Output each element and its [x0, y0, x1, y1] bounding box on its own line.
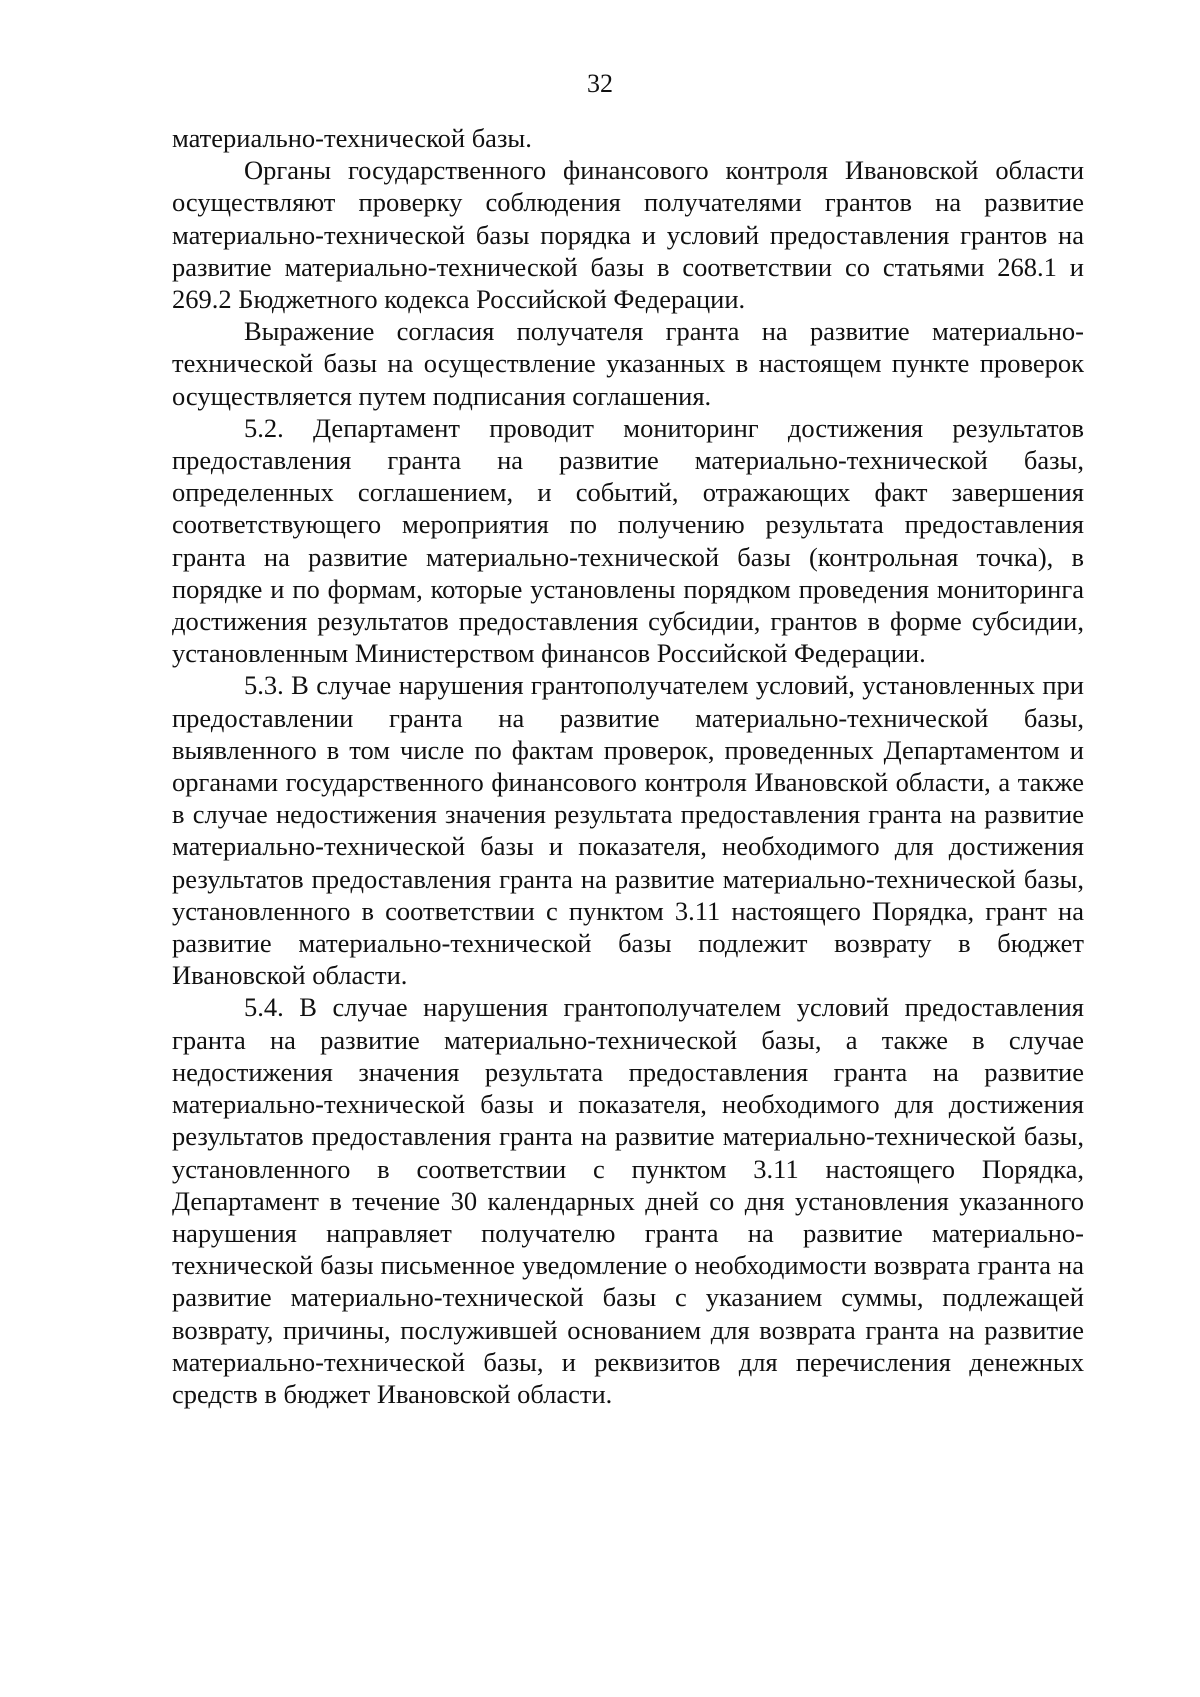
page-number: 32	[587, 69, 613, 98]
document-body	[172, 122, 1084, 1410]
paragraph-consent: Выражение согласия получателя гранта на развитие материально-технической базы на осуществление указанных в настоящем пункте проверок осуществляется путем подписания соглашения.	[172, 316, 1084, 411]
paragraph-continuation: материально-технической базы.	[172, 123, 532, 153]
paragraph-5-3: 5.3. В случае нарушения грантополучателем условий, установленных при предоставлении гранта на развитие материально-технической базы, выявленного в том числе по фактам проверок, проведенных Департаментом и органами государственного финансового контроля Ивановской области, а также в случае недостижения значения результата предоставления гранта на развитие материально-технической базы и показателя, необходимого для достижения результатов предоставления гранта на развитие материально-технической базы, установленного в соответствии с пунктом 3.11 настоящего Порядка, грант на развитие материально-технической базы подлежит возврату в бюджет Ивановской области.	[172, 670, 1084, 991]
paragraph-5-2: 5.2. Департамент проводит мониторинг достижения результатов предоставления гранта на развитие материально-технической базы, определенных соглашением, и событий, отражающих факт завершения соответствующего мероприятия по получению результата предоставления гранта на развитие материально-технической базы (контрольная точка), в порядке и по формам, которые установлены порядком проведения мониторинга достижения результатов предоставления субсидии, грантов в форме субсидии, установленным Министерством финансов Российской Федерации.	[172, 412, 1084, 669]
paragraph-5-4: 5.4. В случае нарушения грантополучателем условий предоставления гранта на развитие материально-технической базы, а также в случае недостижения значения результата предоставления гранта на развитие материально-технической базы и показателя, необходимого для достижения результатов предоставления гранта на развитие материально-технической базы, установленного в соответствии с пунктом 3.11 настоящего Порядка, Департамент в течение 30 календарных дней со дня установления указанного нарушения направляет получателю гранта на развитие материально-технической базы письменное уведомление о необходимости возврата гранта на развитие материально-технической базы с указанием суммы, подлежащей возврату, причины, послужившей основанием для возврата гранта на развитие материально-технической базы, и реквизитов для перечисления денежных средств в бюджет Ивановской области.	[172, 992, 1084, 1409]
paragraph-financial-control: Органы государственного финансового контроля Ивановской области осуществляют проверку соблюдения получателями грантов на развитие материально-технической базы порядка и условий предоставления грантов на развитие материально-технической базы в соответствии со статьями 268.1 и 269.2 Бюджетного кодекса Российской Федерации.	[172, 155, 1084, 315]
